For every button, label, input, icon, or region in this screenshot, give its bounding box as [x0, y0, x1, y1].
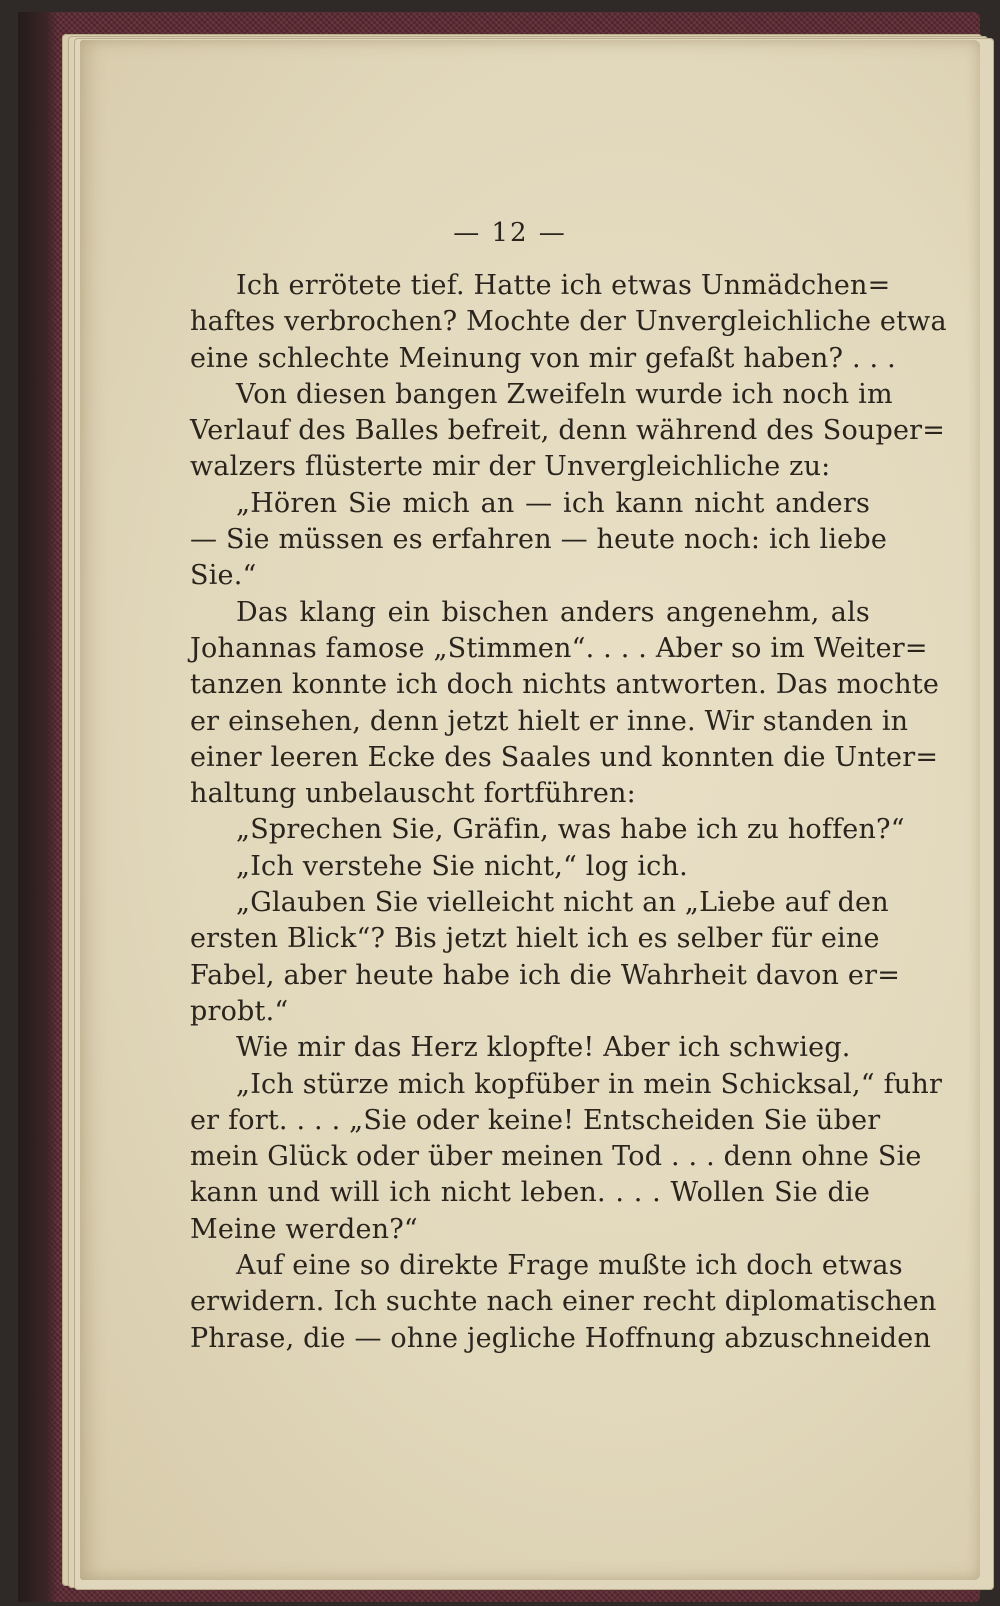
- cover-spine-shadow: [18, 12, 58, 1602]
- text-line: er einsehen, denn jetzt hielt er inne. Wir standen in: [190, 705, 909, 737]
- text-line: walzers flüsterte mir der Unvergleichliche zu:: [190, 451, 831, 483]
- text-line: er fort. . . . „Sie oder keine! Entscheiden Sie über: [190, 1104, 881, 1136]
- page-number: — 12 —: [453, 218, 567, 248]
- text-line: tanzen konnte ich doch nichts antworten. Das mochte: [190, 669, 940, 701]
- text-line: Von diesen bangen Zweifeln wurde ich noch im: [236, 378, 893, 410]
- text-line: probt.“: [190, 995, 289, 1027]
- text-line: haltung unbelauscht fortführen:: [190, 778, 636, 810]
- text-line: mein Glück oder über meinen Tod . . . denn ohne Sie: [190, 1141, 922, 1173]
- text-line: Auf eine so direkte Frage mußte ich doch etwas: [236, 1250, 903, 1282]
- text-line: „Hören Sie mich an — ich kann nicht anders: [236, 487, 870, 519]
- text-line: Fabel, aber heute habe ich die Wahrheit davon er=: [190, 959, 901, 991]
- page-text-block: [190, 100, 947, 1357]
- text-line: Phrase, die — ohne jegliche Hoffnung abzuschneiden: [190, 1322, 932, 1354]
- text-line: Sie.“: [190, 560, 257, 592]
- text-line: eine schlechte Meinung von mir gefaßt haben? . . .: [190, 342, 896, 374]
- text-line: Ich errötete tief. Hatte ich etwas Unmädchen=: [236, 270, 891, 301]
- text-line: Das klang ein bischen anders angenehm, als: [236, 596, 870, 628]
- text-line: haftes verbrochen? Mochte der Unvergleichliche etwa: [190, 306, 947, 338]
- text-line: ersten Blick“? Bis jetzt hielt ich es selber für eine: [190, 923, 880, 955]
- text-line: „Glauben Sie vielleicht nicht an „Liebe auf den: [236, 887, 889, 919]
- text-line: Wie mir das Herz klopfte! Aber ich schwieg.: [236, 1032, 851, 1064]
- text-line: „Ich verstehe Sie nicht,“ log ich.: [236, 850, 688, 882]
- text-line: einer leeren Ecke des Saales und konnten die Unter=: [190, 741, 939, 773]
- text-line: Meine werden?“: [190, 1213, 418, 1245]
- text-line: „Sprechen Sie, Gräfin, was habe ich zu hoffen?“: [236, 814, 905, 846]
- body-text: [190, 268, 947, 1357]
- text-line: Johannas famose „Stimmen“. . . . Aber so im Weiter=: [190, 632, 928, 664]
- text-line: — Sie müssen es erfahren — heute noch: ich liebe: [190, 524, 887, 556]
- text-line: erwidern. Ich suchte nach einer recht diplomatischen: [190, 1286, 937, 1318]
- text-line: Verlauf des Balles befreit, denn während des Souper=: [190, 415, 946, 447]
- text-line: „Ich stürze mich kopfüber in mein Schicksal,“ fuhr: [236, 1068, 943, 1100]
- text-line: kann und will ich nicht leben. . . . Wollen Sie die: [190, 1177, 870, 1209]
- book-page: [80, 40, 980, 1580]
